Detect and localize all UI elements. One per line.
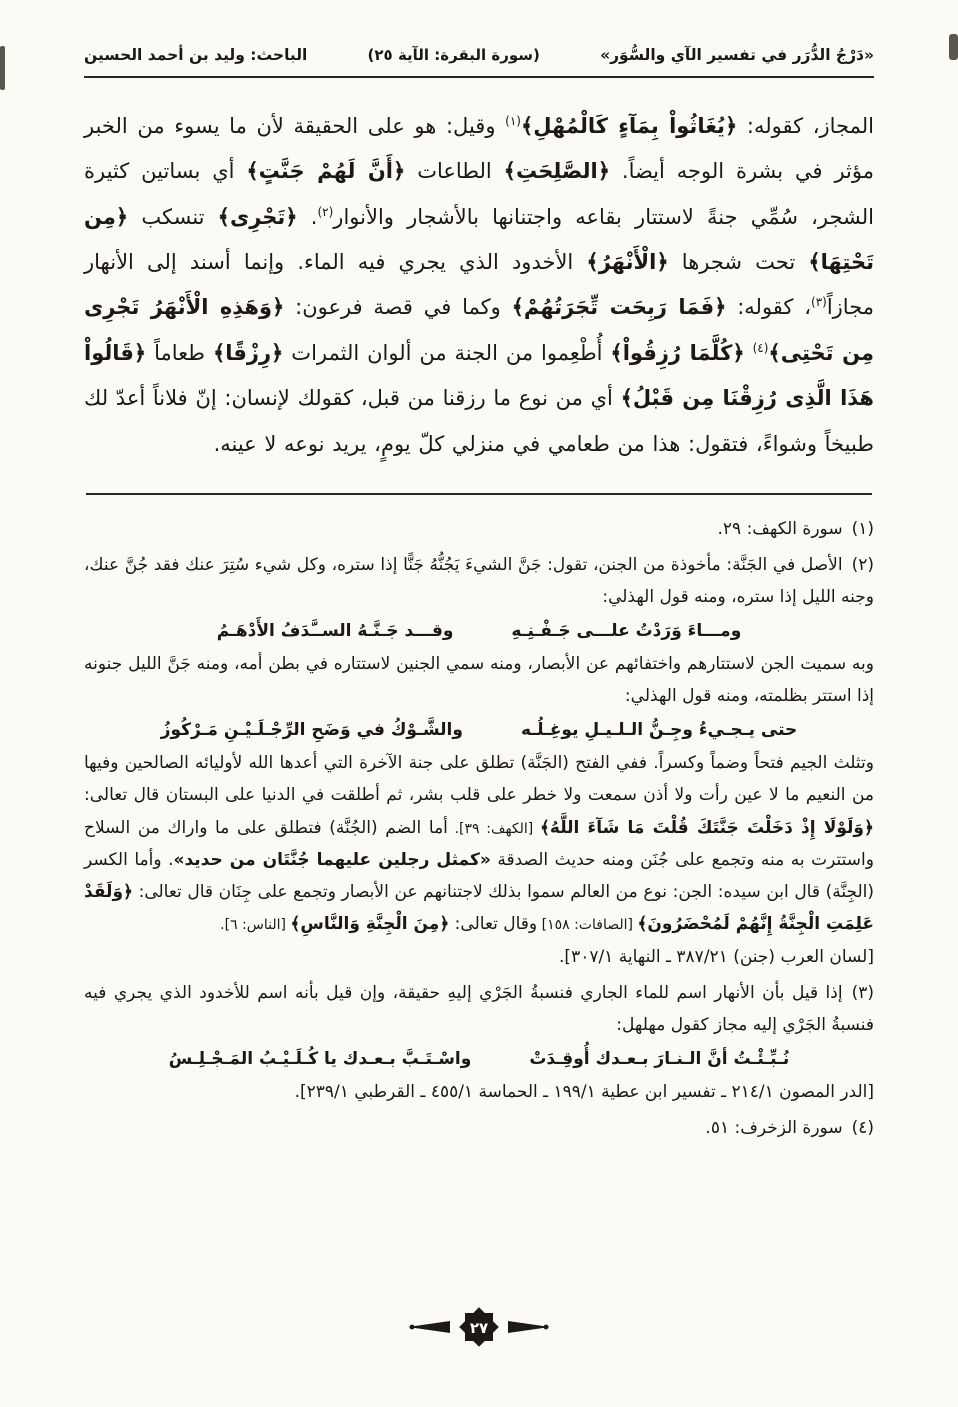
page-number: ٢٧ [469, 1319, 489, 1337]
page-ornament [404, 1303, 554, 1351]
text-run: سورة الكهف: ٢٩. [717, 518, 843, 539]
quran-quote: ﴿كُلَّمَا رُزِقُواْ﴾ [610, 340, 745, 365]
text-run: تحت شجرها [668, 250, 809, 275]
quran-quote: ﴿فَمَا رَبِحَت تِّجَرَتُهُمْ﴾ [511, 295, 727, 320]
text-run [745, 341, 753, 365]
footnote-reference: (١) [505, 114, 521, 128]
source-reference: [الكهف: ٣٩]. [447, 820, 540, 837]
hadith-quote: «كمثل رجلين عليهما جُنَّتَان من حديد» [173, 849, 491, 870]
quran-quote: ﴿مِنَ الْجِنَّةِ وَالنَّاسِ﴾ [290, 914, 450, 935]
quran-quote: ﴿وَهَذِهِ الْأَنْهَرُ تَجْرِى مِن تَحْتِى﴾ [84, 295, 874, 365]
quran-quote: ﴿أَنَّ لَهُمْ جَنَّتٍ﴾ [246, 159, 406, 184]
text-run: المجاز، كقوله: [737, 114, 874, 138]
verse-hemistich: والشَّـوْكُ في وَضَحِ الرِّجْـلَـيْـنِ مَـرْكُوزُ [160, 719, 463, 740]
quran-quote: ﴿يُغَاثُواْ بِمَآءٍ كَالْمُهْلِ﴾ [520, 114, 738, 138]
text-run: أي بساتين كثيرة الشجر، سُمِّي جنةً لاستتار بقاعه واجتنانها بالأشجار والأنوار [84, 159, 875, 229]
poetry-verse [84, 714, 874, 746]
verse-hemistich: وقـــد جَـنَّـهُ الســَّدَفُ الأَدْهَـمُ [216, 620, 454, 641]
text-run: ، كقوله: [726, 295, 811, 320]
text-run: [الدر المصون ٢١٤/١ ـ تفسير ابن عطية ١٩٩/١ ـ الحماسة ٤٥٥/١ ـ القرطبي ٢٣٩/١]. [294, 1081, 874, 1102]
text-run: أما الضم (الجُنَّة) فتطلق على ما واراك من السلاح واستترت به منه وتجمع على جُنَن ومنه حديث الصدقة [84, 817, 874, 870]
verse-hemistich: ومـــاءَ وَرَدْتُ علـــى جَـفْـنِـهِ [511, 620, 742, 641]
footnote-marker: (١) [851, 518, 874, 539]
footnote-paragraph [84, 648, 874, 713]
quran-quote: ﴿مِن تَحْتِهَا﴾ [84, 204, 874, 275]
footnote [84, 977, 874, 1108]
text-run: . [297, 204, 318, 229]
text-run: أُطْعِموا من الجنة من ألوان الثمرات [283, 340, 611, 365]
footnote-paragraph [84, 549, 874, 614]
footnote-reference: (٢) [317, 204, 334, 219]
verse-hemistich: واسْـتَـبَّ بـعـدك يا كُـلَـيْـبُ المَـجْـلِـسُ [168, 1048, 472, 1069]
text-run: سورة الزخرف: ٥١. [705, 1118, 843, 1139]
text-run: وبه سميت الجن لاستتارهم واختفائهم عن الأبصار، ومنه سمي الجنين لاستتاره في بطن أمه، ومنه جَنَّ الليل جنونه إذا استتر بظلمته، ومنه قول الهذلي: [84, 654, 874, 707]
text-run: أي من نوع ما رزقنا من قبل، كقولك لإنسان: إنّ فلاناً أعدّ لك طبيخاً وشواءً، فتقول: هذا من طعامي في منزلي كلّ يومٍ، يريد نوعه لا عينه. [84, 386, 874, 456]
footnote-paragraph [84, 747, 874, 941]
quran-quote: ﴿وَلَقَدْ عَلِمَتِ الْجِنَّةُ إِنَّهُمْ لَمُحْضَرُونَ﴾ [84, 882, 874, 935]
footnote-marker: (٣) [851, 983, 874, 1004]
footnote-paragraph [84, 941, 874, 973]
book-title: «دَرْجُ الدُّرَر في تفسير الآي والسُّوَر» [600, 46, 874, 64]
scan-artifact [0, 46, 5, 90]
footnote-separator [86, 493, 872, 495]
footnote-reference: (٣) [811, 295, 827, 310]
footnote-reference: (٤) [752, 340, 769, 355]
text-run: وتثلث الجيم فتحاً وضماً وكسراً. ففي الفتح (الجَنَّة) تطلق على جنة الآخرة التي أعدها الله لأوليائه الصالحين وفيها من النعيم ما لا عين رأت ولا أذن سمعت ولا خطر على قلب بشر، ثم أطلقت في الدنيا على البستان قال تعالى: [84, 752, 874, 806]
footnote-paragraph [84, 977, 874, 1042]
quran-quote: ﴿الْأَنْهَرُ﴾ [586, 250, 669, 275]
footnote [84, 513, 874, 545]
ornament-flourish-right [408, 1321, 450, 1333]
footnote [84, 1112, 874, 1144]
poetry-verse [84, 615, 874, 647]
text-run: [لسان العرب (جنن) ٣٨٧/٢١ ـ النهاية ٣٠٧/١]. [559, 946, 874, 967]
text-run: وقال تعالى: [449, 914, 538, 935]
source-reference: [الصافات: ١٥٨] [537, 917, 638, 934]
text-run: إذا قيل بأن الأنهار اسم للماء الجاري فنسبةُ الجَرْي إليهِ حقيقة، وإن قيل بأنه اسم للأخدود الذي يجري فيه فنسبةُ الجَرْي إليه مجاز كقول مهلهل: [84, 983, 874, 1036]
quran-quote: ﴿الصَّلِحَتِ﴾ [503, 159, 610, 184]
footnote-paragraph [84, 1076, 874, 1108]
footnotes-section [84, 513, 874, 1145]
text-run: وكما في قصة فرعون: [284, 295, 512, 320]
source-reference: [الناس: ٦]. [220, 917, 291, 934]
poetry-verse [84, 1043, 874, 1075]
ornament-flourish-left [508, 1321, 550, 1333]
quran-quote: ﴿وَلَوْلَا إِذْ دَخَلْتَ جَنَّتَكَ قُلْتَ مَا شَآءَ اللَّهُ﴾ [539, 817, 874, 838]
footnote-marker: (٤) [851, 1118, 874, 1139]
quran-quote: ﴿تَجْرِى﴾ [217, 204, 298, 229]
researcher-name: الباحث: وليد بن أحمد الحسين [84, 46, 308, 64]
text-run: الأخدود الذي يجري فيه الماء. وإنما أسند إلى الأنهار مجازاً [84, 250, 875, 320]
quran-quote: ﴿قَالُواْ هَذَا الَّذِى رُزِقْنَا مِن قَبْلُ﴾ [84, 340, 874, 411]
quran-quote: ﴿رِزْقًا﴾ [212, 340, 284, 365]
footnote [84, 549, 874, 973]
verse-hemistich: حتى يـجـيءُ وجِـنُّ الـلـيـلِ يوغِـلُـه [520, 719, 798, 740]
text-run: طعاماً [146, 340, 213, 365]
page-header [84, 46, 874, 78]
scan-artifact [949, 34, 958, 60]
footnote-marker: (٢) [851, 555, 874, 576]
text-run: الطاعات [405, 159, 504, 184]
footnote-paragraph [84, 513, 874, 545]
text-run: الأصل في الجَنَّة: مأخوذة من الجنن، تقول: جَنَّ الشيءَ يَجُنُّهُ جَنًّا إذا ستره، وكل شيء سُتِرَ عنك فقد جُنَّ عنك، وجنه الليل إذا ستره، ومنه قول الهذلي: [84, 555, 874, 608]
text-run: . وأما الكسر (الجِنَّة) قال ابن سيده: الجن: نوع من العالم سموا بذلك لاجتنانهم عن الأبصار وتجمع على جِنَان قال تعالى: [84, 849, 874, 903]
text-run: وقيل: هو على الحقيقة لأن ما يسوء من الخبر مؤثر في بشرة الوجه أيضاً. [84, 114, 874, 184]
verse-hemistich: نُـبِّـئْـتُ أنَّ الـنـارَ بـعـدك أُوقِـدَتْ [529, 1048, 790, 1069]
surah-ayah-reference: (سورة البقرة: الآية ٢٥) [367, 46, 540, 64]
main-tafsir-text [84, 104, 874, 467]
text-run: تنسكب [128, 204, 218, 229]
footnote-paragraph [84, 1112, 874, 1144]
